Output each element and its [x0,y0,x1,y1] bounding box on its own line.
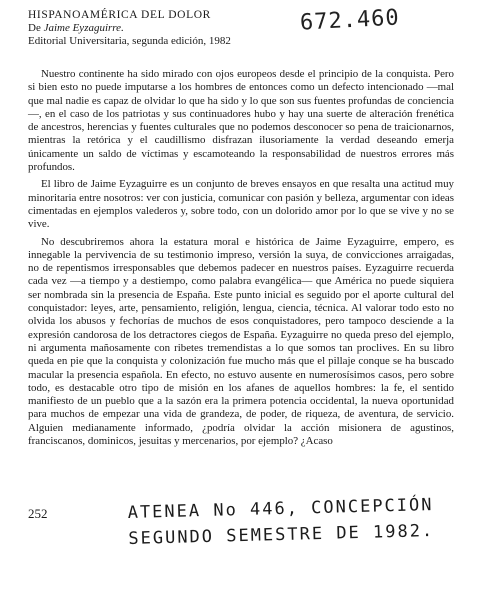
author-line [28,22,288,35]
book-title: HISPANOAMÉRICA DEL DOLOR [28,9,211,21]
author-prefix: De [28,22,44,34]
publisher-line: Editorial Universitaria, segunda edición, 1982 [28,35,231,47]
paragraph: Nuestro continente ha sido mirado con ojos europeos desde el principio de la conquista. Pero si bien esto no puede imputarse a los hombres de entonces como un defecto intencionado —mal que mal nadie es capaz de olvidar lo que ha sido y lo que son sus fuentes profundas de conciencia—, en el caso de los patriotas y sus continuadores hubo y hay una suerte de alteración frenética de ancestros, herencias y fuentes culturales que no podemos desconocer so pena de traicionarnos, mientras la retórica y el caudillismo disfrazan ilusoriamente la verdad deseando emerja únicamente un saldo de víctimas y escamoteando la responsabilidad de nuestros errores más profundos. [28,68,454,174]
handwritten-catalog-code: 672.460 [299,5,401,36]
document-header [28,8,288,48]
handwritten-source-note [127,492,434,552]
page-number: 252 [28,506,48,521]
paragraph: El libro de Jaime Eyzaguirre es un conjunto de breves ensayos en que resalta una actitud muy minoritaria entre nosotros: ver con justicia, comunicar con pasión y belleza, argumentar con ideas cimentadas en ejemplos valederos y, sobre todo, con un dolorido amor por lo que se vive y no se vive. [28,178,454,231]
handwritten-note-line: SEGUNDO SEMESTRE DE 1982. [128,520,435,549]
author-name: Jaime Eyzaguirre. [43,22,124,34]
review-body [28,68,454,448]
handwritten-note-line: ATENEA No 446, CONCEPCIÓN [127,495,434,524]
paragraph: No descubriremos ahora la estatura moral e histórica de Jaime Eyzaguirre, empero, es innegable la pervivencia de su testimonio impreso, versión la suya, de convicciones arraigadas, no de repentismos irresponsables que debemos padecer en nuestros países. Eyzaguirre recuerda cada vez —a tiempo y a destiempo, como palabra evangélica— que América no puede siquiera ser nombrada sin la presencia de España. Este punto inicial es seguido por el aporte cultural del conquistador: leyes, arte, pensamiento, religión, lengua, ciencia, técnica. Al valorar todo esto no olvida los abusos y fechorías de muchos de esos conquistadores, pero tampoco desciende a la expresión candorosa de los detractores ciegos de España. Eyzaguirre no queda preso del ejemplo, ni argumenta mañosamente con ribetes tremendistas a lo que somos tan proclives. En su libro queda en pie que la conquista y colonización fue mucho más que el pillaje conque se ha buscado macular la presencia española. En efecto, no estuvo ausente en numerosísimos casos, pero sobre todo, es destacable otro tipo de misión en los afanes de aquellos hombres: la fe, el sentido manifiesto de un pueblo que a la sazón era la primera potencia occidental, la nueva oportunidad para muchos de empezar una vida de grandeza, de poder, de riqueza, de aventura, de servicio. Alguien medianamente informado, ¿podría olvidar la acción misionera de agustinos, franciscanos, dominicos, jesuitas y mercenarios, por ejemplo? ¿Acaso [28,235,454,448]
